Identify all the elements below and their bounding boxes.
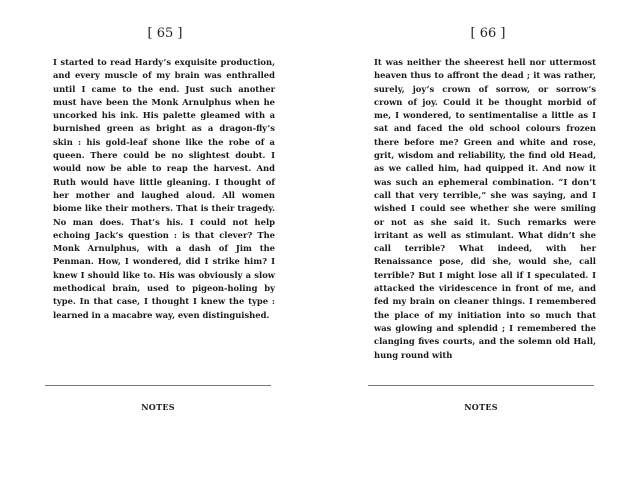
notes-heading: NOTES (464, 402, 498, 412)
right-page (368, 0, 608, 493)
page-number: [ 66 ] (470, 26, 506, 41)
notes-divider (368, 385, 594, 386)
notes-divider (45, 385, 271, 386)
page-body-text: I started to read Hardy’s exquisite production, and every muscle of my brain was enthralled until I came to the end. Just such another must have been the Monk Arnulphus when he uncorked his ink. His palette gleamed with a burnished green as bright as a dragon-fly’s skin : his gold-leaf shone like the robe of a queen. There could be no slightest doubt. I would now be able to reap the harvest. And Ruth would have little gleaning. I thought of her mother and laughed aloud. All women biome like their mothers. That is their tragedy. No man does. That’s his. I could not help echoing Jack’s question : is that clever? The Monk Arnulphus, with a dash of Jim the Penman. How, I wondered, did I strike him? I knew I should like to. His was obviously a slow methodical brain, used to pigeon-holing by type. In that case, I thought I knew the type : learned in a macabre way, even distinguished. (53, 57, 275, 320)
page-number: [ 65 ] (147, 26, 183, 41)
left-page (45, 0, 285, 493)
page-body-text: It was neither the sheerest hell nor uttermost heaven thus to affront the dead ; it was rather, surely, joy’s crown of sorrow, or sorrow’s crown of joy. Could it be thought morbid of me, I wondered, to sentimentalise a little as I sat and faced the old school colours frozen there before me? Green and white and rose, grit, wisdom and reliability, the find old Head, as we called him, had quipped it. And now it was such an ephemeral combination. “I don’t call that very terrible,” she was saying, and I wished I could see whether she were smiling or not as she said it. Such remarks were irritant as well as stimulant. What didn’t she call terrible? What indeed, with her Renaissance pose, did she, would she, call terrible? But I might lose all if I speculated. I attacked the viridescence in front of me, and fed my brain on cleaner things. I remembered the place of my initiation into so much that was glowing and splendid ; I remembered the clanging fives courts, and the solemn old Hall, hung round with (374, 57, 596, 360)
notes-heading: NOTES (141, 402, 175, 412)
